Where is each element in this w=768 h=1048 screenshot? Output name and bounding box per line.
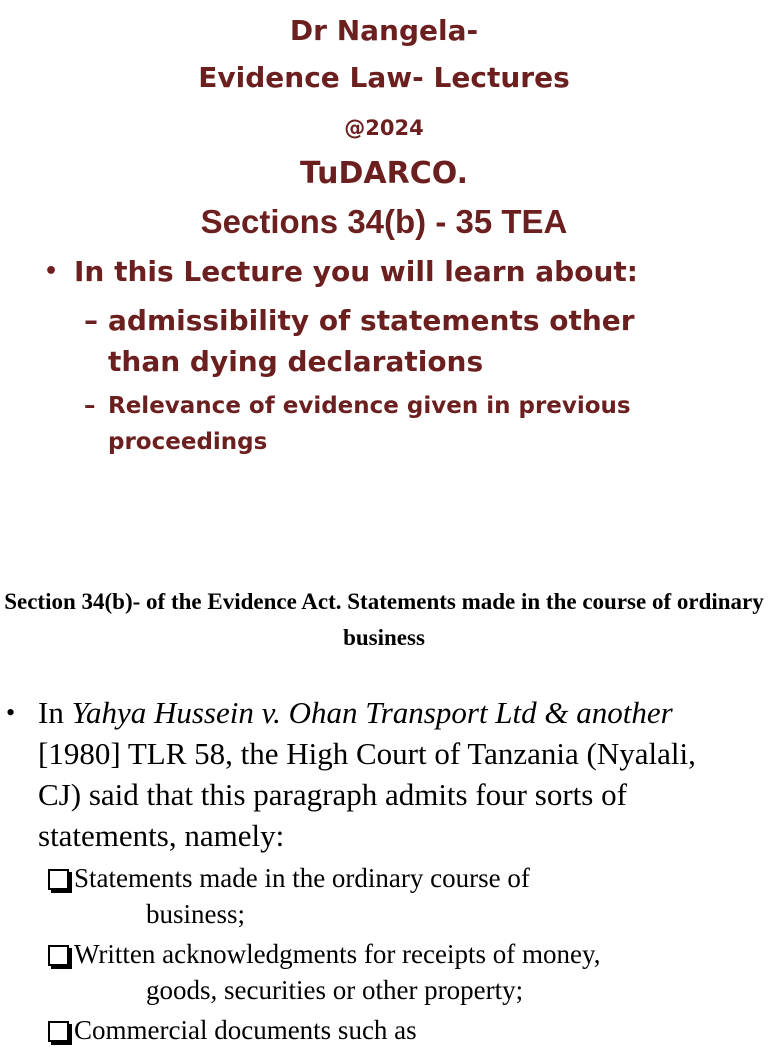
list-item-text: Statements made in the ordinary course of bbox=[74, 863, 530, 893]
checkbox-bullet-icon bbox=[48, 869, 69, 890]
institution-line: TuDARCO. bbox=[299, 156, 468, 191]
dash-icon: – bbox=[84, 393, 96, 419]
dash-icon: – bbox=[84, 304, 98, 337]
sections-title: Sections 34(b) - 35 TEA bbox=[200, 203, 568, 240]
case-lead: In bbox=[38, 695, 72, 730]
checkbox-bullet-icon bbox=[48, 1021, 69, 1042]
checkbox-bullet-icon bbox=[48, 945, 69, 966]
list-item-text: Written acknowledgments for receipts of money, bbox=[74, 939, 601, 969]
case-bullet-text bbox=[38, 692, 743, 856]
section-34b-slide bbox=[0, 570, 768, 1045]
lecture-title-slide bbox=[0, 0, 768, 520]
learning-intro-text: In this Lecture you will learn about: bbox=[74, 255, 638, 288]
course-title: Evidence Law- Lectures bbox=[198, 61, 570, 94]
section-heading: Section 34(b)- of the Evidence Act. Statements made in the course of ordinary business bbox=[4, 589, 764, 650]
sub-bullet-text: admissibility of statements other than dying declarations bbox=[108, 304, 635, 378]
author-line: Dr Nangela- bbox=[289, 14, 479, 47]
list-item-text: Commercial documents such as bbox=[74, 1015, 417, 1045]
list-item-continuation: business; bbox=[146, 899, 246, 929]
bullet-icon: • bbox=[6, 698, 16, 727]
bullet-icon: • bbox=[44, 259, 59, 284]
sub-bullet-text: Relevance of evidence given in previous proceedings bbox=[108, 393, 631, 455]
case-name: Yahya Hussein v. Ohan Transport Ltd & another bbox=[71, 695, 673, 730]
case-rest: [1980] TLR 58, the High Court of Tanzania (Nyalali, CJ) said that this paragraph admits four sorts of statements, namely: bbox=[38, 736, 696, 853]
list-item-continuation: goods, securities or other property; bbox=[146, 975, 524, 1005]
year-line: @2024 bbox=[344, 116, 424, 140]
